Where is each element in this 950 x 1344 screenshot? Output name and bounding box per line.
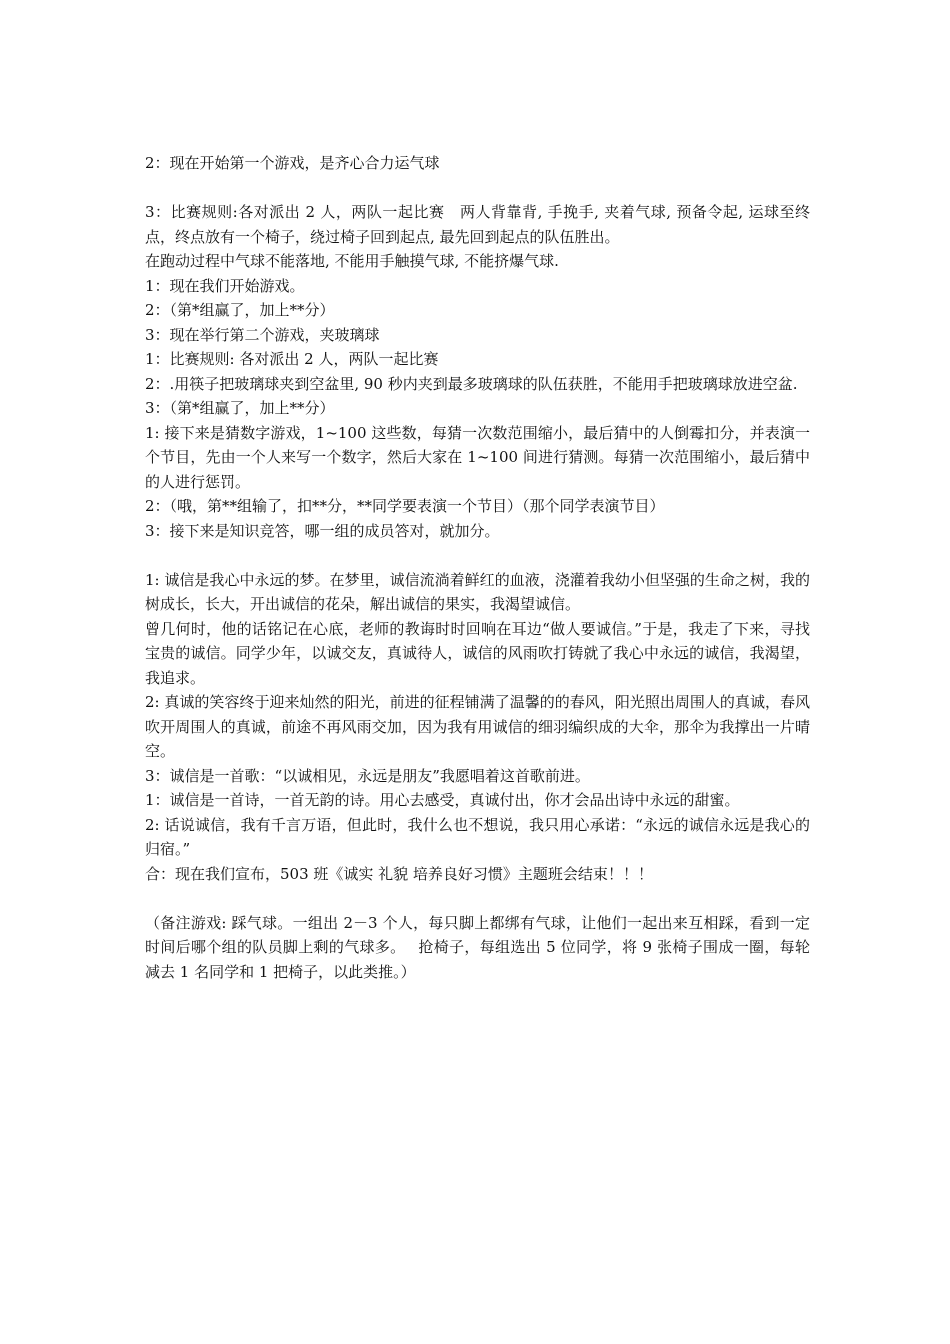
paragraph-game-two-details: 2：.用筷子把玻璃球夹到空盆里, 90 秒内夹到最多玻璃球的队伍获胜，不能用手把玻璃球放进空盆. (145, 374, 798, 393)
paragraph-game-two-rules: 1：比赛规则: 各对派出 2 人，两队一起比赛 (145, 350, 439, 368)
paragraph-honesty-teacher: 曾几何时，他的话铭记在心底，老师的教诲时时回响在耳边“做人要诚信。”于是，我走了下来，寻找宝贵的诚信。同学少年，以诚交友，真诚待人，诚信的风雨吹打铸就了我心中永远的诚信，我渴望，我追求。 (145, 619, 810, 687)
blank-line (145, 176, 810, 201)
paragraph-honesty-song: 3：诚信是一首歌：“以诚相见，永远是朋友”我愿唱着这首歌前进。 (145, 766, 590, 785)
paragraph-game-two-intro: 3：现在举行第二个游戏，夹玻璃球 (145, 325, 380, 344)
paragraph-honesty-sunshine: 2: 真诚的笑容终于迎来灿然的阳光，前进的征程铺满了温馨的的春风，阳光照出周围人的真诚，春风吹开周围人的真诚，前途不再风雨交加，因为我有用诚信的细羽编织成的大伞，那伞为我撑出一片晴空。 (145, 693, 810, 760)
paragraph-closing: 合：现在我们宣布，503 班《诚实 礼貌 培养良好习惯》主题班会结束！！！ (145, 864, 653, 883)
document-body (145, 151, 810, 984)
blank-line (145, 543, 810, 568)
paragraph-quiz: 3：接下来是知识竞答，哪一组的成员答对，就加分。 (145, 521, 500, 540)
paragraph-honesty-promise: 2: 话说诚信，我有千言万语，但此时，我什么也不想说，我只用心承诺：“永远的诚信永远是我心的归宿。” (145, 815, 810, 858)
paragraph-game-one-restrictions: 在跑动过程中气球不能落地, 不能用手触摸气球, 不能挤爆气球. (145, 252, 559, 270)
paragraph-game-two-result: 3：（第*组赢了，加上**分） (145, 399, 335, 417)
paragraph-honesty-poem: 1：诚信是一首诗，一首无韵的诗。用心去感受，真诚付出，你才会品出诗中永远的甜蜜。 (145, 791, 740, 809)
paragraph-game-one-rules: 3：比赛规则:各对派出 2 人，两队一起比赛 两人背靠背, 手挽手, 夹着气球, 预备令起, 运球至终点，终点放有一个椅子，绕过椅子回到起点, 最先回到起点的队伍胜出。 (145, 203, 810, 246)
paragraph-number-guessing-result: 2：（哦，第**组输了，扣**分，**同学要表演一个节目）（那个同学表演节目） (145, 497, 665, 515)
paragraph-game-one-result: 2：（第*组赢了，加上**分） (145, 301, 335, 319)
paragraph-game-one-start: 1：现在我们开始游戏。 (145, 276, 305, 295)
paragraph-number-guessing: 1: 接下来是猜数字游戏，1~100 这些数，每猜一次数范围缩小，最后猜中的人倒霉扣分，并表演一个节目，先由一个人来写一个数字，然后大家在 1~100 间进行猜测。每猜一次范围缩小，最后猜中的人进行惩罚。 (145, 423, 810, 491)
paragraph-game-notes: （备注游戏: 踩气球。一组出 2－3 个人，每只脚上都绑有气球，让他们一起出来互相踩，看到一定时间后哪个组的队员脚上剩的气球多。 抢椅子，每组选出 5 位同学，将 9 张椅子围成一圈，每轮减去 1 名同学和 1 把椅子，以此类推。） (145, 913, 810, 981)
paragraph-honesty-dream: 1: 诚信是我心中永远的梦。在梦里，诚信流淌着鲜红的血液，浇灌着我幼小但坚强的生命之树，我的树成长，长大，开出诚信的花朵，解出诚信的果实，我渴望诚信。 (145, 570, 810, 613)
blank-line (145, 886, 810, 911)
paragraph-game-one-intro: 2：现在开始第一个游戏，是齐心合力运气球 (145, 154, 440, 172)
